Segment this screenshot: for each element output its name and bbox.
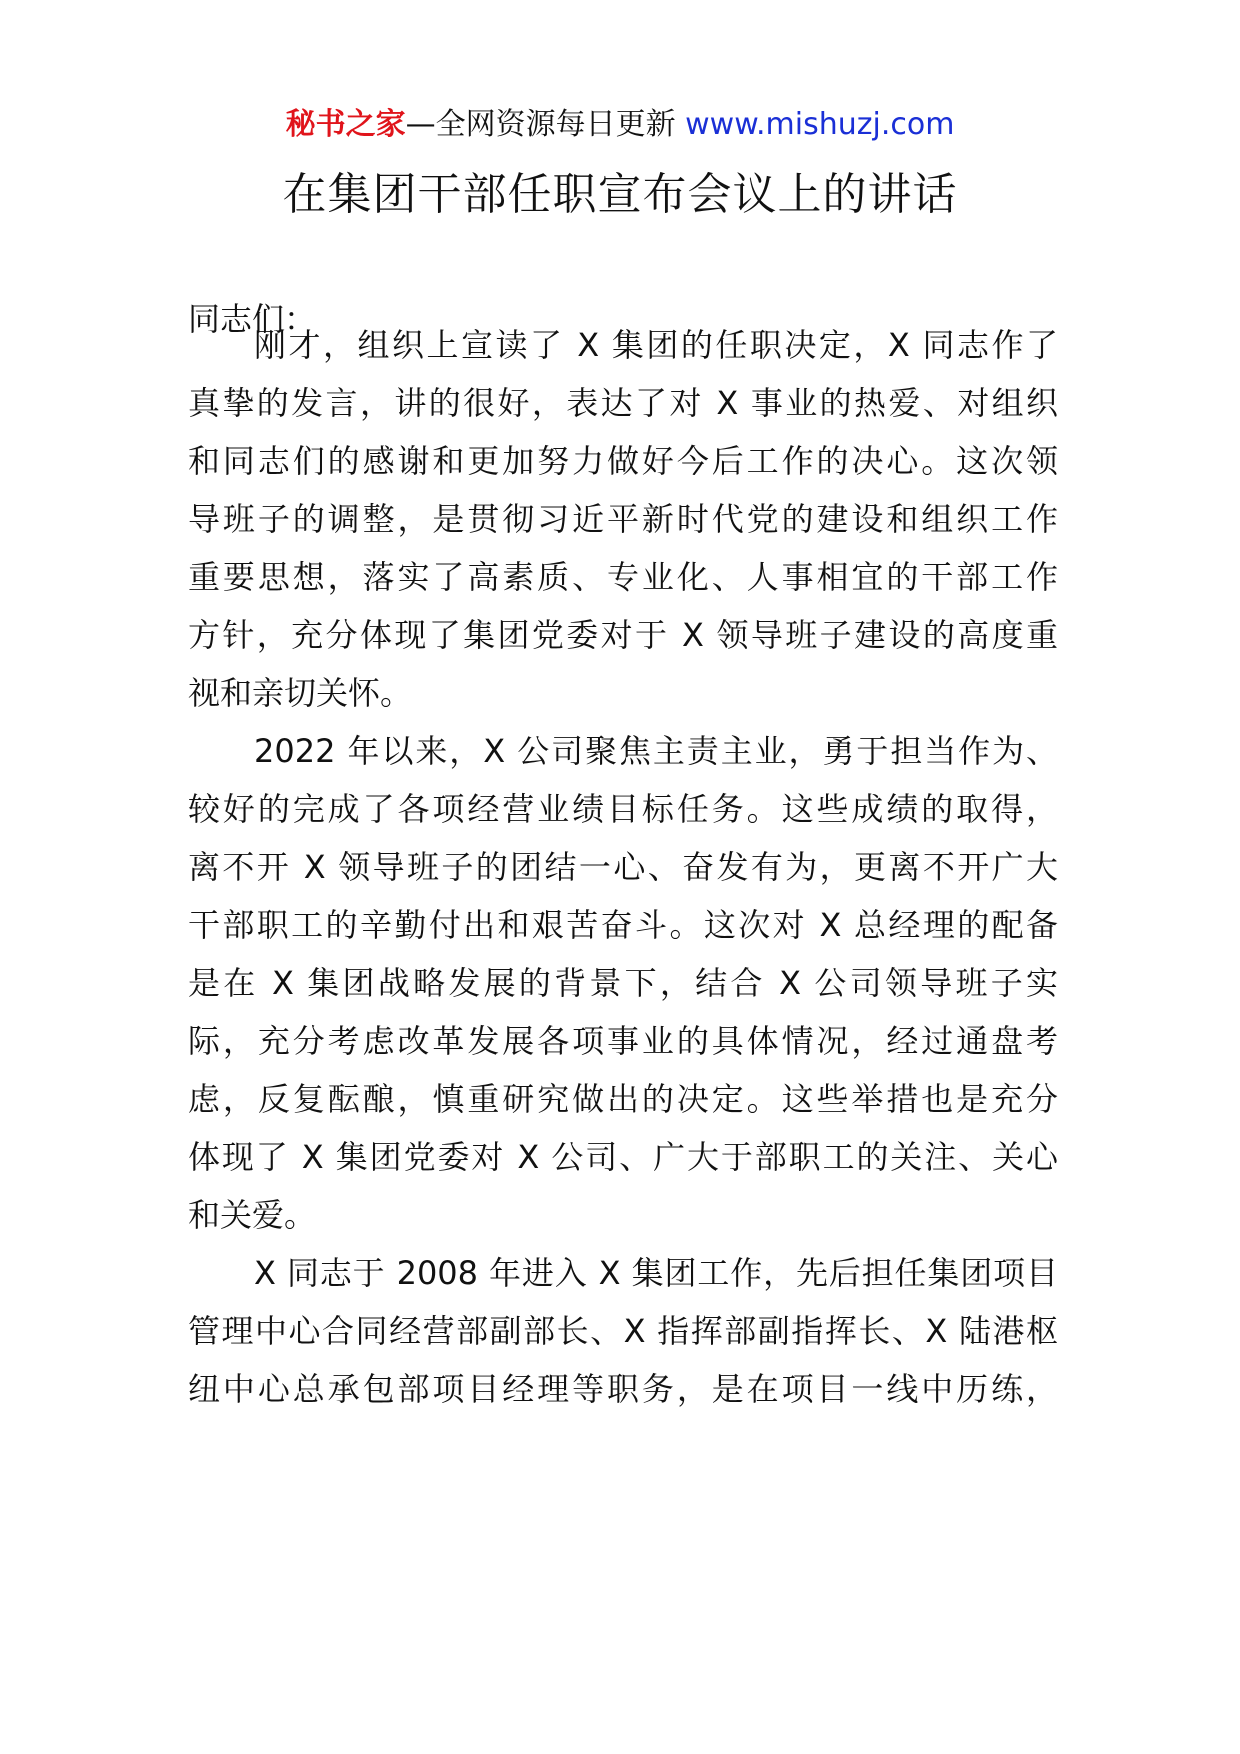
paragraph-1-line-6: 方针，充分体现了集团党委对于 X 领导班子建设的高度重 [188,616,1058,654]
paragraph-3-line-2: 管理中心合同经营部副部长、X 指挥部副指挥长、X 陆港枢 [188,1312,1058,1350]
paragraph-2-line-9: 和关爱。 [188,1196,317,1234]
paragraph-2-line-2: 较好的完成了各项经营业绩目标任务。这些成绩的取得， [188,790,1058,828]
paragraph-3-line-3: 纽中心总承包部项目经理等职务，是在项目一线中历练， [188,1370,1058,1408]
paragraph-2-line-1: 2022 年以来，X 公司聚焦主责主业，勇于担当作为、 [254,732,1058,770]
paragraph-1-line-4: 导班子的调整，是贯彻习近平新时代党的建设和组织工作 [188,500,1058,538]
paragraph-3-line-1: X 同志于 2008 年进入 X 集团工作，先后担任集团项目 [254,1254,1058,1292]
paragraph-1-line-3: 和同志们的感谢和更加努力做好今后工作的决心。这次领 [188,442,1058,480]
paragraph-1-line-2: 真挚的发言，讲的很好，表达了对 X 事业的热爱、对组织 [188,384,1058,422]
paragraph-2-line-4: 干部职工的辛勤付出和艰苦奋斗。这次对 X 总经理的配备 [188,906,1058,944]
site-url-link[interactable]: www.mishuzj.com [685,107,955,142]
document-title: 在集团干部任职宣布会议上的讲话 [282,169,958,220]
salutation: 同志们： [188,300,317,338]
paragraph-1-line-5: 重要思想，落实了高素质、专业化、人事相宜的干部工作 [188,558,1058,596]
paragraph-2-line-8: 体现了 X 集团党委对 X 公司、广大于部职工的关注、关心 [188,1138,1058,1176]
brand-slogan: —全网资源每日更新 [405,107,686,142]
paragraph-2-line-3: 离不开 X 领导班子的团结一心、奋发有为，更离不开广大 [188,848,1058,886]
site-header [0,103,1240,147]
paragraph-2-line-7: 虑，反复酝酿，慎重研究做出的决定。这些举措也是充分 [188,1080,1058,1118]
paragraph-2-line-6: 际，充分考虑改革发展各项事业的具体情况，经过通盘考 [188,1022,1058,1060]
paragraph-1-line-1: 刚才，组织上宣读了 X 集团的任职决定，X 同志作了 [254,326,1058,364]
brand-name: 秘书之家 [285,107,406,142]
paragraph-1-line-7: 视和亲切关怀。 [188,674,413,712]
paragraph-2-line-5: 是在 X 集团战略发展的背景下，结合 X 公司领导班子实 [188,964,1058,1002]
